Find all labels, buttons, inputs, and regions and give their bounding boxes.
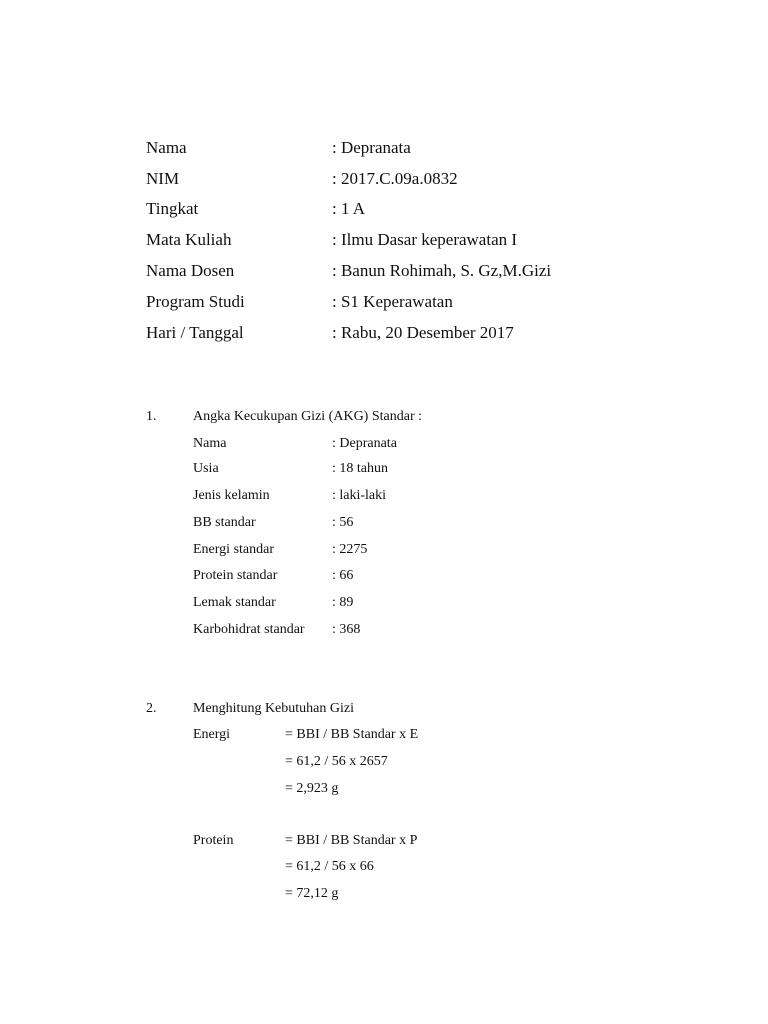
protein-label: Protein (193, 833, 234, 848)
energi-formula: = BBI / BB Standar x E (285, 727, 419, 742)
akg-value-usia: : 18 tahun (332, 461, 388, 476)
energi-label: Energi (193, 727, 231, 742)
protein-result: = 72,12 g (285, 886, 339, 901)
energi-calculation: = 61,2 / 56 x 2657 (285, 754, 388, 769)
info-label-program-studi: Program Studi (146, 292, 245, 311)
info-value-program-studi: : S1 Keperawatan (332, 292, 453, 311)
info-label-hari-tanggal: Hari / Tanggal (146, 323, 244, 342)
akg-value-karbohidrat-standar: : 368 (332, 622, 361, 637)
energi-result: = 2,923 g (285, 781, 339, 796)
section-1-title: Angka Kecukupan Gizi (AKG) Standar : (193, 409, 422, 424)
section-2-number: 2. (146, 701, 157, 716)
protein-formula: = BBI / BB Standar x P (285, 833, 418, 848)
info-label-mata-kuliah: Mata Kuliah (146, 230, 232, 249)
akg-label-bb-standar: BB standar (193, 515, 256, 530)
info-value-nama-dosen: : Banun Rohimah, S. Gz,M.Gizi (332, 261, 552, 280)
info-label-nim: NIM (146, 169, 180, 188)
akg-label-energi-standar: Energi standar (193, 542, 274, 557)
akg-label-karbohidrat-standar: Karbohidrat standar (193, 622, 305, 637)
info-value-tingkat: : 1 A (332, 199, 366, 218)
akg-label-nama: Nama (193, 436, 227, 451)
akg-label-lemak-standar: Lemak standar (193, 595, 276, 610)
section-1-number: 1. (146, 409, 157, 424)
akg-value-protein-standar: : 66 (332, 568, 354, 583)
info-value-mata-kuliah: : Ilmu Dasar keperawatan I (332, 230, 518, 249)
info-label-tingkat: Tingkat (146, 199, 199, 218)
info-value-hari-tanggal: : Rabu, 20 Desember 2017 (332, 323, 514, 342)
akg-value-lemak-standar: : 89 (332, 595, 354, 610)
akg-value-nama: : Depranata (332, 436, 397, 451)
info-label-nama: Nama (146, 138, 187, 157)
protein-calculation: = 61,2 / 56 x 66 (285, 859, 374, 874)
akg-label-jenis-kelamin: Jenis kelamin (193, 488, 270, 503)
akg-value-jenis-kelamin: : laki-laki (332, 488, 387, 503)
info-label-nama-dosen: Nama Dosen (146, 261, 235, 280)
section-2-title: Menghitung Kebutuhan Gizi (193, 701, 354, 716)
akg-label-protein-standar: Protein standar (193, 568, 278, 583)
info-value-nama: : Depranata (332, 138, 411, 157)
akg-value-energi-standar: : 2275 (332, 542, 368, 557)
akg-label-usia: Usia (193, 461, 219, 476)
akg-value-bb-standar: : 56 (332, 515, 354, 530)
info-value-nim: : 2017.C.09a.0832 (332, 169, 458, 188)
